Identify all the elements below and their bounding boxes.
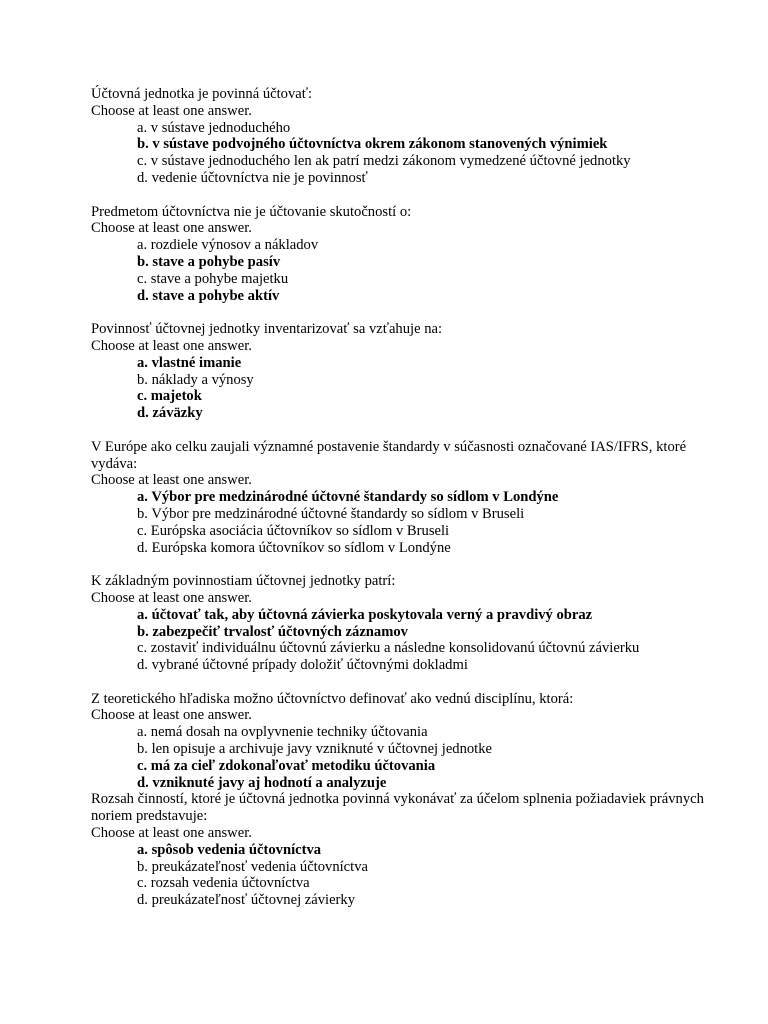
question-text: Z teoretického hľadiska možno účtovníctvo definovať ako vednú disciplínu, ktorá: xyxy=(91,690,574,707)
answer-list xyxy=(91,724,731,791)
answer-instruction: Choose at least one answer. xyxy=(91,337,252,354)
answer-list xyxy=(91,489,731,556)
answer-option: b. zabezpečiť trvalosť účtovných záznamov xyxy=(137,623,408,640)
question-block xyxy=(91,86,731,187)
question-block xyxy=(91,573,731,674)
answer-option: a. Výbor pre medzinárodné účtovné štandardy so sídlom v Londýne xyxy=(137,489,559,506)
answer-option: d. preukázateľnosť účtovnej závierky xyxy=(137,892,356,909)
answer-option: d. vzniknuté javy aj hodnotí a analyzuje xyxy=(137,774,387,791)
question-block xyxy=(91,321,731,422)
answer-instruction: Choose at least one answer. xyxy=(91,589,252,606)
answer-option: b. Výbor pre medzinárodné účtovné štandardy so sídlom v Bruseli xyxy=(137,505,525,522)
answer-option: c. Európska asociácia účtovníkov so sídlom v Bruseli xyxy=(137,522,450,539)
answer-option: d. stave a pohybe aktív xyxy=(137,287,280,304)
answer-list xyxy=(91,607,731,674)
question-text: Rozsah činností, ktoré je účtovná jednotka povinná vykonávať za účelom splnenia požiadaviek právnych noriem predstavuje: xyxy=(91,791,704,825)
answer-option: c. rozsah vedenia účtovníctva xyxy=(137,875,310,892)
question-block xyxy=(91,691,731,792)
answer-instruction: Choose at least one answer. xyxy=(91,707,252,724)
answer-option: a. účtovať tak, aby účtovná závierka poskytovala verný a pravdivý obraz xyxy=(137,606,593,623)
question-text: K základným povinnostiam účtovnej jednotky patrí: xyxy=(91,573,396,590)
answer-option: b. v sústave podvojného účtovníctva okrem zákonom stanovených výnimiek xyxy=(137,136,608,153)
question-text: Predmetom účtovníctva nie je účtovanie skutočností o: xyxy=(91,203,412,220)
answer-option: d. záväzky xyxy=(137,405,203,422)
question-text: V Európe ako celku zaujali významné postavenie štandardy v súčasnosti označované IAS/IFRS, ktoré vydáva: xyxy=(91,438,687,472)
answer-instruction: Choose at least one answer. xyxy=(91,472,252,489)
answer-instruction: Choose at least one answer. xyxy=(91,220,252,237)
answer-option: a. v sústave jednoduchého xyxy=(137,119,291,136)
answer-instruction: Choose at least one answer. xyxy=(91,102,252,119)
answer-option: b. náklady a výnosy xyxy=(137,371,254,388)
answer-option: c. zostaviť individuálnu účtovnú závierku a následne konsolidovanú účtovnú závierku xyxy=(137,640,640,657)
answer-option: a. vlastné imanie xyxy=(137,354,242,371)
answer-option: b. stave a pohybe pasív xyxy=(137,253,281,270)
answer-option: c. má za cieľ zdokonaľovať metodiku účtovania xyxy=(137,757,436,774)
answer-option: d. Európska komora účtovníkov so sídlom v Londýne xyxy=(137,539,451,556)
answer-option: b. preukázateľnosť vedenia účtovníctva xyxy=(137,858,368,875)
question-text: Povinnosť účtovnej jednotky inventarizovať sa vzťahuje na: xyxy=(91,321,443,338)
question-text: Účtovná jednotka je povinná účtovať: xyxy=(91,86,313,102)
answer-option: d. vybrané účtovné prípady doložiť účtovnými dokladmi xyxy=(137,657,468,674)
answer-list xyxy=(91,355,731,422)
answer-list xyxy=(91,120,731,187)
answer-list xyxy=(91,237,731,304)
quiz-document xyxy=(91,86,731,926)
question-block xyxy=(91,791,731,909)
answer-option: a. nemá dosah na ovplyvnenie techniky účtovania xyxy=(137,724,428,741)
answer-list xyxy=(91,842,731,909)
answer-instruction: Choose at least one answer. xyxy=(91,825,252,842)
answer-option: a. rozdiele výnosov a nákladov xyxy=(137,237,319,254)
question-block xyxy=(91,439,731,557)
answer-option: c. majetok xyxy=(137,388,202,405)
answer-option: a. spôsob vedenia účtovníctva xyxy=(137,841,322,858)
answer-option: c. v sústave jednoduchého len ak patrí medzi zákonom vymedzené účtovné jednotky xyxy=(137,153,631,170)
answer-option: d. vedenie účtovníctva nie je povinnosť xyxy=(137,169,368,186)
answer-option: b. len opisuje a archivuje javy vzniknuté v účtovnej jednotke xyxy=(137,741,493,758)
question-block xyxy=(91,204,731,305)
answer-option: c. stave a pohybe majetku xyxy=(137,270,289,287)
